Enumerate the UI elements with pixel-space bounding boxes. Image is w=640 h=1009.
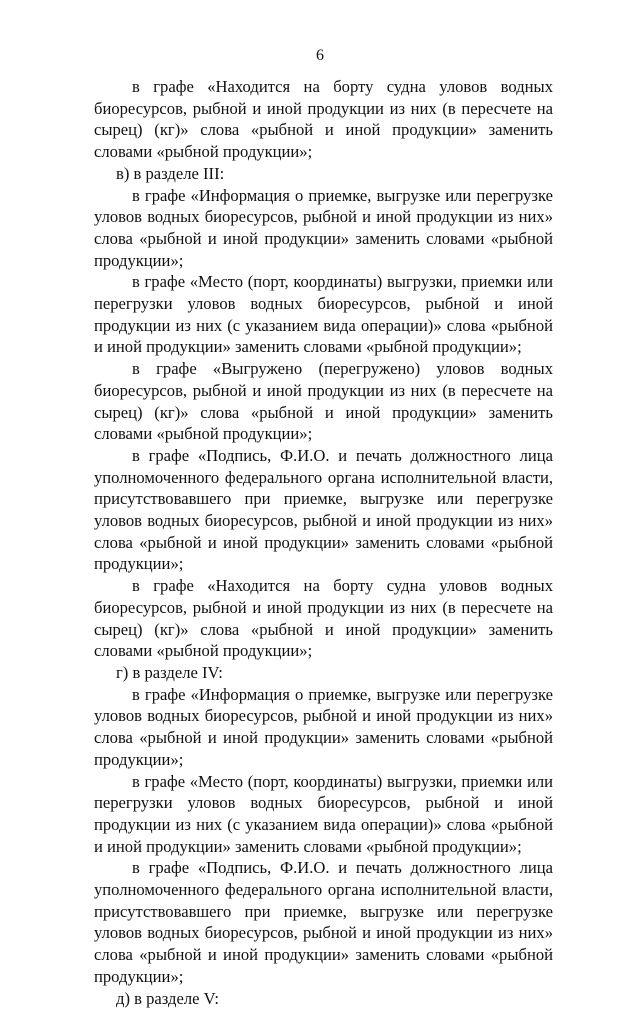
paragraph: в графе «Находится на борту судна уловов водных биоресурсов, рыбной и иной продукции из них (в пересчете на сырец) (кг)» слова «рыбной и иной продукции» заменить словами «рыбной продукции»; — [94, 77, 553, 162]
paragraph: в графе «Выгружено (перегружено) уловов водных биоресурсов, рыбной и иной продукции из них (в пересчете на сырец) (кг)» слова «рыбной и иной продукции» заменить словами «рыбной продукции»; — [94, 359, 553, 444]
paragraph: в графе «Подпись, Ф.И.О. и печать должностного лица уполномоченного федерального органа исполнительной власти, присутствовавшего при приемке, выгрузке или перегрузке уловов водных биоресурсов, рыбной и иной продукции из них» слова «рыбной и иной продукции» заменить словами «рыбной продукции»; — [94, 445, 553, 574]
paragraph: в графе «Подпись, Ф.И.О. и печать должностного лица уполномоченного федерального органа исполнительной власти, присутствовавшего при приемке, выгрузке или перегрузке уловов водных биоресурсов, рыбной и иной продукции из них» слова «рыбной и иной продукции» заменить словами «рыбной продукции»; — [94, 858, 553, 986]
paragraph: в графе «Находится на борту судна уловов водных биоресурсов, рыбной и иной продукции из них (в пересчете на сырец) (кг)» слова «рыбной и иной продукции» заменить словами «рыбной продукции»; — [94, 576, 553, 661]
subsection-heading: д) в разделе V: — [116, 988, 219, 1008]
paragraph: в графе «Информация о приемке, выгрузке или перегрузке уловов водных биоресурсов, рыбной и иной продукции из них» слова «рыбной и иной продукции» заменить словами «рыбной продукции»; — [94, 185, 553, 270]
page-number: 6 — [316, 47, 324, 64]
paragraph: в графе «Информация о приемке, выгрузке или перегрузке уловов водных биоресурсов, рыбной и иной продукции из них» слова «рыбной и иной продукции» заменить словами «рыбной продукции»; — [94, 684, 553, 769]
paragraph: в графе «Место (порт, координаты) выгрузки, приемки или перегрузки уловов водных биоресурсов, рыбной и иной продукции из них (с указанием вида операции)» слова «рыбной и иной продукции» заменить словами «рыбной продукции»; — [94, 771, 553, 856]
document-body — [94, 76, 553, 1009]
subsection-heading: в) в разделе III: — [116, 163, 225, 183]
subsection-heading: г) в разделе IV: — [116, 662, 223, 682]
paragraph: в графе «Место (порт, координаты) выгрузки, приемки или перегрузки уловов водных биоресурсов, рыбной и иной продукции из них (с указанием вида операции)» слова «рыбной и иной продукции» заменить словами «рыбной продукции»; — [94, 272, 553, 357]
